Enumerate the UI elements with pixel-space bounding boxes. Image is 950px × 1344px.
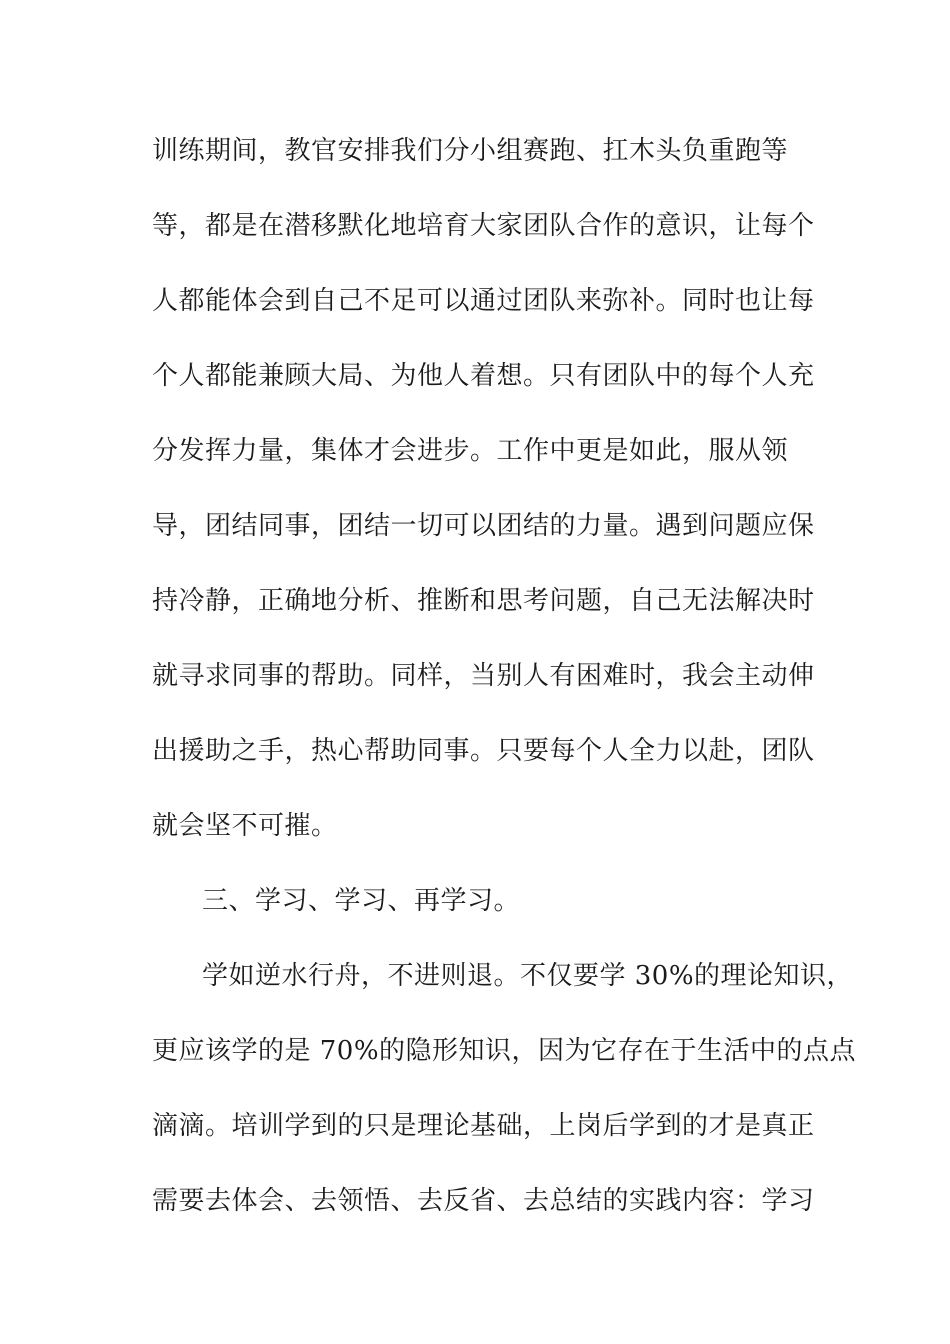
text-line: 需要去体会、去领悟、去反省、去总结的实践内容：学习	[152, 1186, 815, 1216]
text-line: 学如逆水行舟，不进则退。不仅要学 30%的理论知识，	[202, 961, 854, 991]
text-line: 个人都能兼顾大局、为他人着想。只有团队中的每个人充	[152, 361, 815, 391]
text-line: 训练期间，教官安排我们分小组赛跑、扛木头负重跑等	[152, 136, 789, 166]
section-heading: 三、学习、学习、再学习。	[202, 886, 521, 916]
text-line: 人都能体会到自己不足可以通过团队来弥补。同时也让每	[152, 286, 815, 316]
text-line: 就会坚不可摧。	[152, 811, 338, 841]
text-line: 分发挥力量，集体才会进步。工作中更是如此，服从领	[152, 436, 789, 466]
text-line: 持冷静，正确地分析、推断和思考问题，自己无法解决时	[152, 586, 815, 616]
text-line: 滴滴。培训学到的只是理论基础，上岗后学到的才是真正	[152, 1111, 815, 1141]
text-line: 导，团结同事，团结一切可以团结的力量。遇到问题应保	[152, 511, 815, 541]
text-line: 更应该学的是 70%的隐形知识，因为它存在于生活中的点点	[152, 1036, 857, 1066]
text-line: 就寻求同事的帮助。同样，当别人有困难时，我会主动伸	[152, 661, 815, 691]
text-line: 等，都是在潜移默化地培育大家团队合作的意识，让每个	[152, 211, 815, 241]
text-line: 出援助之手，热心帮助同事。只要每个人全力以赴，团队	[152, 736, 815, 766]
